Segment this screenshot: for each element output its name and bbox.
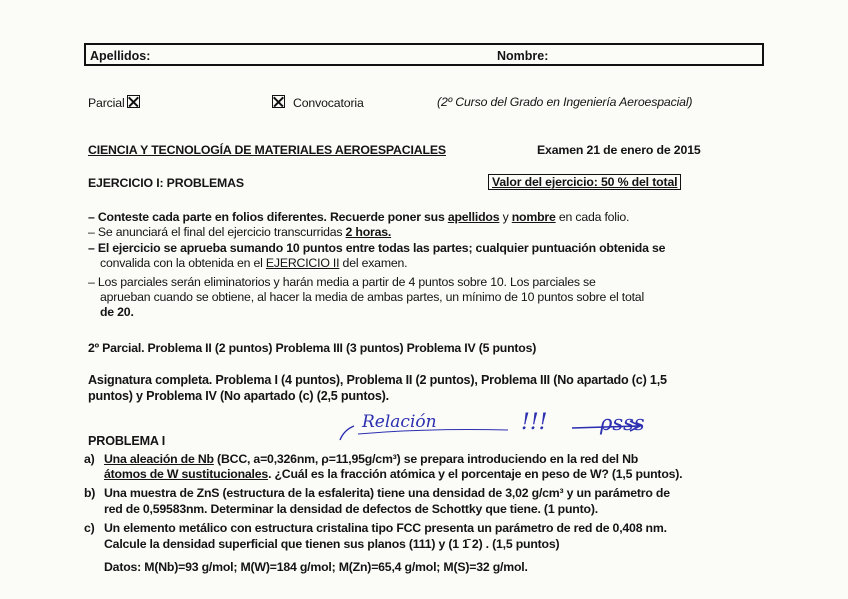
course-label: (2º Curso del Grado en Ingeniería Aeroespacial): [437, 95, 693, 109]
instruction-1: – Conteste cada parte en folios diferentes. Recuerde poner sus apellidos y nombre en cada folio.: [88, 210, 630, 224]
nombre-underlined: nombre: [511, 210, 556, 224]
item-b-line-2: red de 0,59583nm. Determinar la densidad de defectos de Schottky que tiene. (1 punto).: [104, 502, 598, 516]
handwritten-exclamations: !!!: [521, 410, 548, 435]
full-subject-line-1: Asignatura completa. Problema I (4 puntos), Problema II (2 puntos), Problema III (No apartado (c) 1,5: [88, 373, 667, 387]
convocatoria-label: Convocatoria: [293, 96, 364, 110]
item-a-label: a): [84, 452, 95, 466]
checked-box-icon: [272, 95, 285, 108]
item-c-line-1: Un elemento metálico con estructura cristalina tipo FCC presenta un parámetro de red de 0,408 nm.: [104, 521, 667, 535]
parcial-option: [88, 95, 140, 110]
apellidos-underlined: apellidos: [447, 210, 500, 224]
name-field-box: [84, 43, 764, 66]
instruction-4-line-3: de 20.: [100, 305, 134, 319]
handwritten-word-relacion: Relación: [362, 412, 437, 432]
checked-box-icon: [127, 95, 140, 108]
instruction-4-line-2: aprueban cuando se obtiene, al hacer la media de ambas partes, un mínimo de 10 puntos sobre el total: [100, 290, 644, 304]
item-c-line-2: Calcule la densidad superficial que tienen sus planos (111) y (1 1̄ 2) . (1,5 puntos): [104, 537, 560, 551]
instruction-3-line-1: – El ejercicio se aprueba sumando 10 puntos entre todas las partes; cualquier puntuación obtenida se: [88, 241, 666, 255]
item-a-line-2: átomos de W sustitucionales. ¿Cuál es la fracción atómica y el porcentaje en peso de W? (1,5 puntos).: [104, 467, 683, 481]
instruction-3-line-2: convalida con la obtenida en el EJERCICIO II del examen.: [100, 256, 408, 270]
two-hours-underlined: 2 horas.: [345, 225, 392, 239]
full-subject-line-2: puntos) y Problema IV (No apartado (c) (2,5 puntos).: [88, 389, 389, 403]
item-b-label: b): [84, 486, 96, 500]
item-c-label: c): [84, 521, 95, 535]
exercise-value-box: Valor del ejercicio: 50 % del total: [488, 174, 681, 190]
exam-date: Examen 21 de enero de 2015: [537, 143, 701, 157]
subject-title: CIENCIA Y TECNOLOGÍA DE MATERIALES AEROESPACIALES: [88, 143, 446, 157]
apellidos-label: Apellidos:: [90, 49, 151, 63]
data-line: Datos: M(Nb)=93 g/mol; M(W)=184 g/mol; M(Zn)=65,4 g/mol; M(S)=32 g/mol.: [104, 560, 528, 574]
instruction-4-line-1: – Los parciales serán eliminatorios y harán media a partir de 4 puntos sobre 10. Los parciales se: [88, 275, 596, 289]
handwritten-note: [338, 408, 683, 448]
nombre-label: Nombre:: [497, 49, 549, 63]
convocatoria-option: [272, 95, 364, 110]
instruction-2: – Se anunciará el final del ejercicio transcurridas 2 horas.: [88, 225, 392, 239]
item-b-line-1: Una muestra de ZnS (estructura de la esfalerita) tiene una densidad de 3,02 g/cm³ y un parámetro de: [104, 486, 670, 500]
second-partial-line: 2º Parcial. Problema II (2 puntos) Problema III (3 puntos) Problema IV (5 puntos): [88, 341, 537, 355]
problem-heading: PROBLEMA I: [88, 434, 166, 448]
handwritten-rho-sss: ρsss: [600, 411, 645, 435]
exercise-heading: EJERCICIO I: PROBLEMAS: [88, 176, 244, 190]
ejercicio-ii-underlined: EJERCICIO II: [265, 256, 340, 270]
parcial-label: Parcial: [88, 96, 125, 110]
item-a-line-1: Una aleación de Nb (BCC, a=0,326nm, ρ=11,95g/cm³) se prepara introduciendo en la red del Nb: [104, 452, 639, 466]
